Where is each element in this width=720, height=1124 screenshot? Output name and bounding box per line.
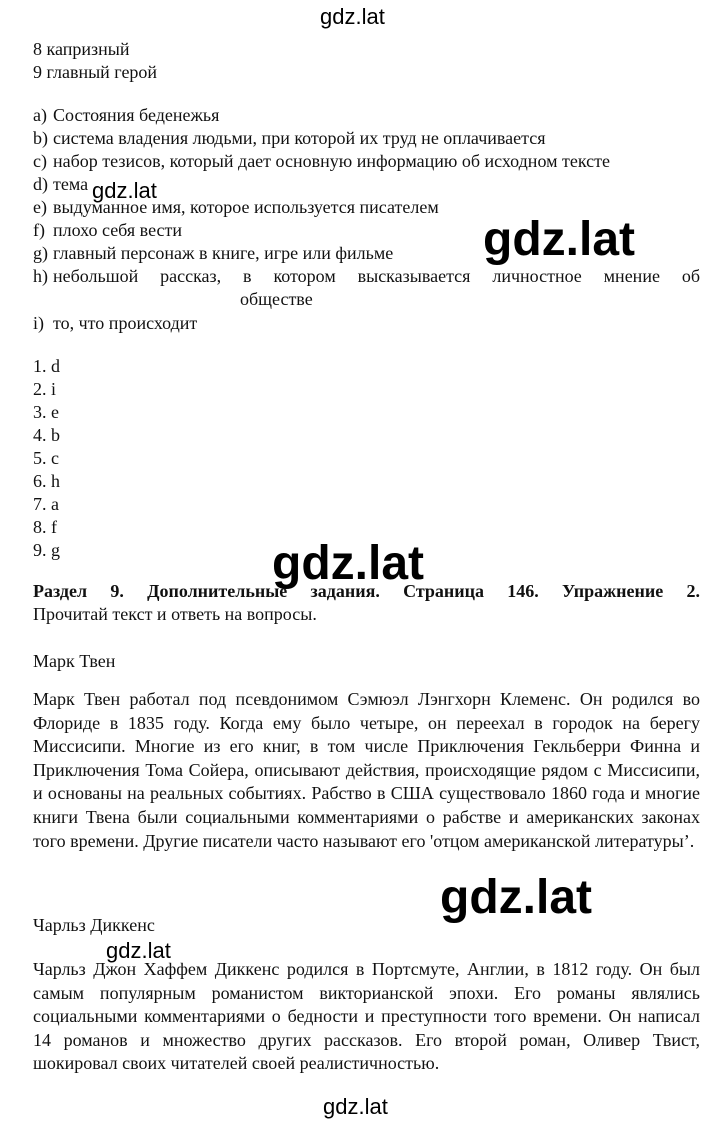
definition-text: главный персонаж в книге, игре или фильме: [53, 243, 394, 263]
definition-letter: a): [33, 105, 47, 125]
definition-item: [33, 173, 88, 195]
definition-letter: e): [33, 197, 47, 217]
definition-text: то, что происходит: [53, 313, 198, 333]
definition-letter: g): [33, 243, 48, 263]
answer-item: 1. d: [33, 356, 60, 376]
definition-item: [33, 104, 219, 126]
definition-letter: b): [33, 128, 48, 148]
definition-item: [33, 127, 545, 149]
instruction: Прочитай текст и ответь на вопросы.: [33, 604, 317, 624]
definition-letter: h): [33, 266, 48, 286]
definition-text: система владения людьми, при которой их труд не оплачивается: [53, 128, 546, 148]
definition-letter: f): [33, 220, 45, 240]
definition-letter: c): [33, 151, 47, 171]
definition-letter: d): [33, 174, 48, 194]
definition-item: [33, 312, 197, 334]
definition-text: Состояния беденежья: [53, 105, 220, 125]
definition-text: выдуманное имя, которое используется писателем: [53, 197, 439, 217]
watermark-top: gdz.lat: [320, 4, 385, 29]
definition-item: [33, 150, 610, 172]
definition-text: плохо себя вести: [53, 220, 182, 240]
answer-item: 9. g: [33, 540, 60, 560]
answer-item: 5. c: [33, 448, 59, 468]
dickens-paragraph: Чарльз Джон Хаффем Диккенс родился в Портсмуте, Англии, в 1812 году. Он был самым популярным романистом викторианской эпохи. Его романы являлись социальными комментариями о бедности и преступности того времени. Он написал 14 романов и множество других рассказов. Его второй роман, Оливер Твист, шокировал своих читателей своей реалистичностью.: [33, 959, 700, 1074]
watermark-large-3: gdz.lat: [440, 871, 592, 924]
definition-letter: i): [33, 313, 44, 333]
watermark-small-1: gdz.lat: [92, 178, 157, 203]
definition-continuation: обществе: [240, 289, 313, 309]
answer-item: 3. e: [33, 402, 59, 422]
answer-item: 2. i: [33, 379, 57, 399]
watermark-bottom: gdz.lat: [323, 1094, 388, 1119]
definition-item: [33, 265, 700, 287]
watermark-small-2: gdz.lat: [106, 938, 171, 963]
twain-paragraph: Марк Твен работал под псевдонимом Сэмюэл Лэнгхорн Клеменс. Он родился во Флориде в 1835 году. Когда ему было четыре, он переехал в городок на берегу Миссисипи. Многие из его книг, в том числе Приключения Гекльберри Финна и Приключения Тома Сойера, описывают действия, происходящие рядом с Миссисипи, и основаны на реальных событиях. Рабство в США существовало 1860 года и многие книги Твена были социальными комментариями о рабстве и американских законах того времени. Другие писатели часто называют его 'отцом американской литературы’.: [33, 689, 700, 851]
definition-item: [33, 242, 393, 264]
section-heading: Раздел 9. Дополнительные задания. Страница 146. Упражнение 2.: [33, 581, 700, 601]
definition-item: [33, 196, 439, 218]
watermark-large-1: gdz.lat: [483, 213, 635, 266]
twain-title: Марк Твен: [33, 651, 116, 671]
list-item: 8 капризный: [33, 39, 130, 59]
answer-item: 6. h: [33, 471, 60, 491]
watermark-large-2: gdz.lat: [272, 537, 424, 590]
definition-text: тема: [53, 174, 89, 194]
definition-text: небольшой рассказ, в котором высказывается личностное мнение об: [53, 266, 700, 286]
answer-item: 8. f: [33, 517, 57, 537]
definition-text: набор тезисов, который дает основную информацию об исходном тексте: [53, 151, 610, 171]
list-item: 9 главный герой: [33, 62, 158, 82]
answer-item: 4. b: [33, 425, 60, 445]
dickens-title: Чарльз Диккенс: [33, 915, 155, 935]
definition-item: [33, 219, 182, 241]
answer-item: 7. a: [33, 494, 59, 514]
